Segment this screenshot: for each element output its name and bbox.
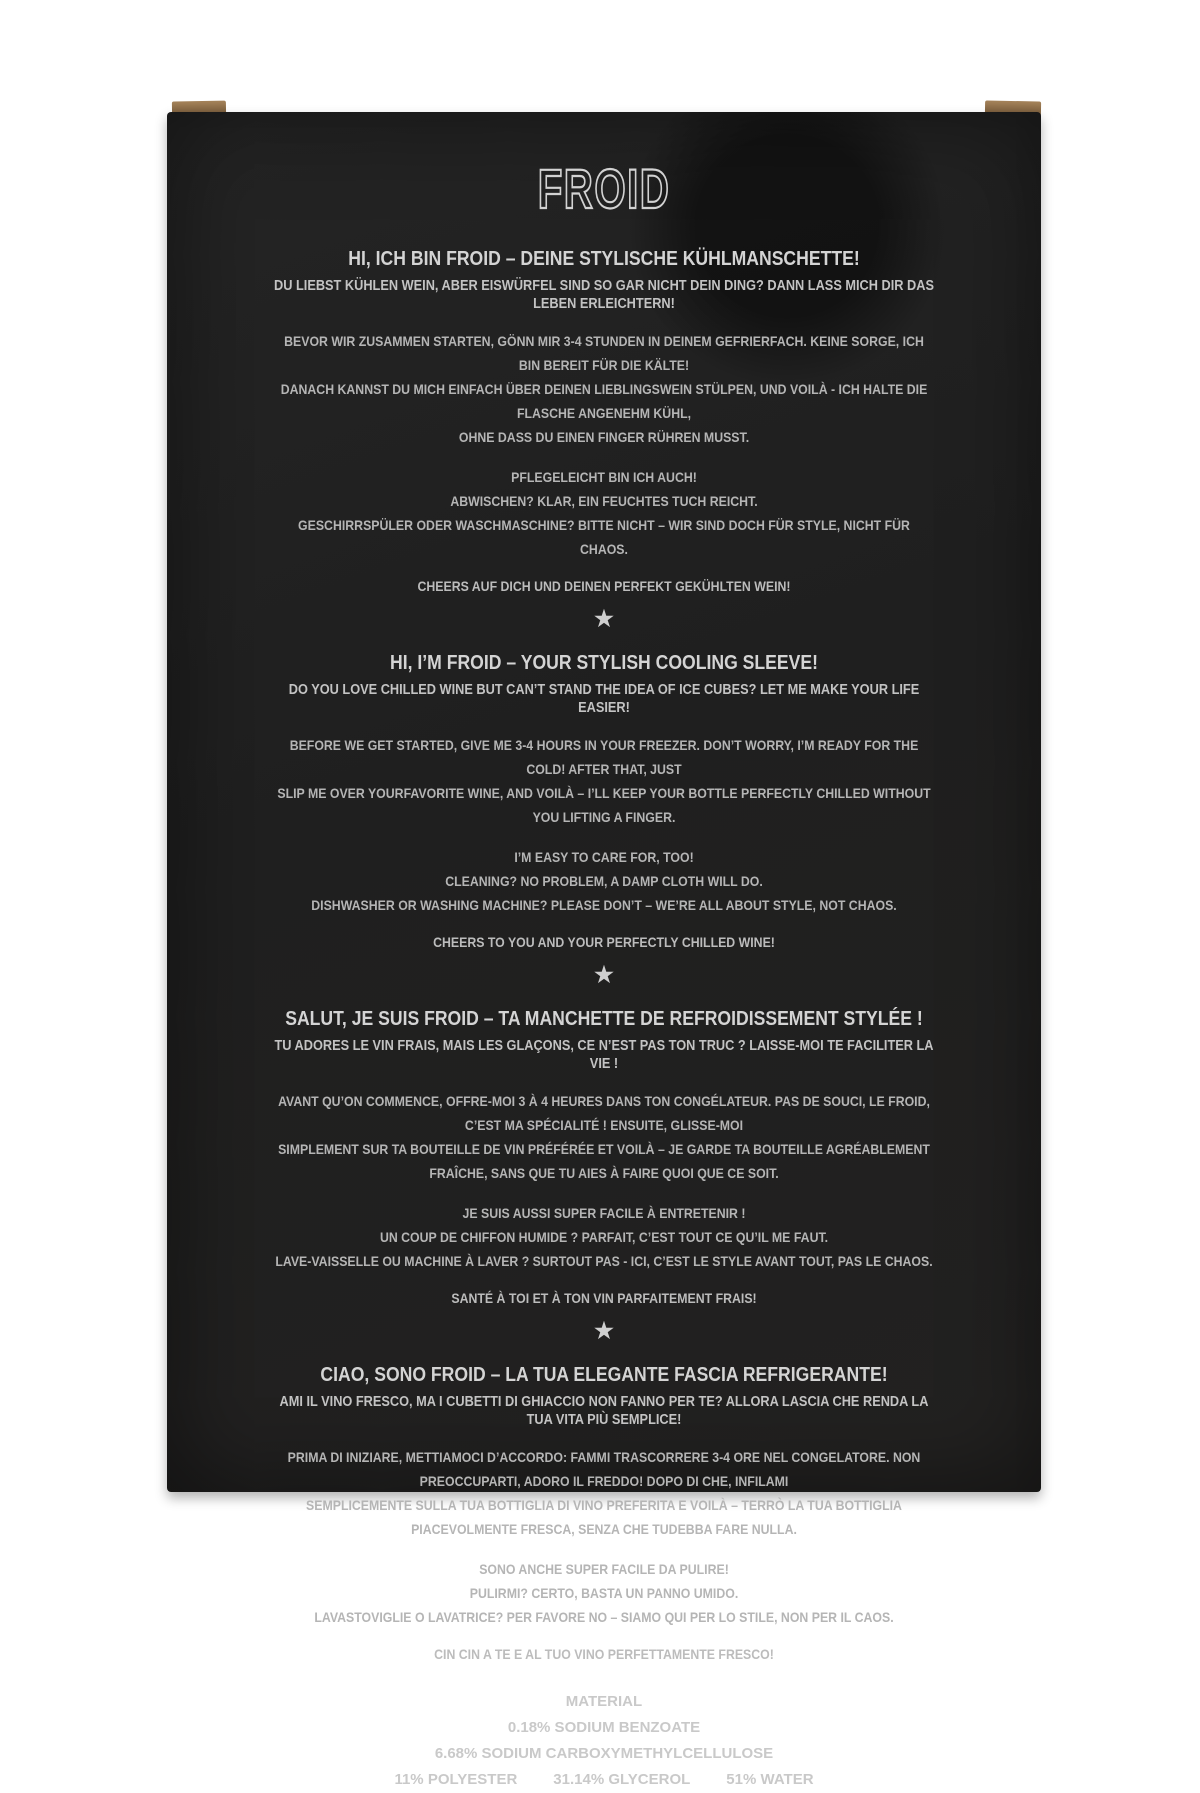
product-box-back-panel [167,112,1041,1788]
closing-line: CHEERS AUF DICH UND DEINEN PERFEKT GEKÜHLTEN WEIN! [417,578,791,594]
paragraph [229,1445,979,1541]
text-line: LAVE-VAISSELLE OU MACHINE À LAVER ? SURTOUT PAS - ICI, C’EST LE STYLE AVANT TOUT, PAS LE CHAOS. [275,1253,933,1269]
section-subheading: AMI IL VINO FRESCO, MA I CUBETTI DI GHIACCIO NON FANNO PER TE? ALLORA LASCIA CHE RENDA LA TUA VITA PIÙ SEMPLICE! [279,1394,929,1428]
section-subheading: TU ADORES LE VIN FRAIS, MAIS LES GLAÇONS, CE N’EST PAS TON TRUC ? LAISSE-MOI TE FACILITER LA VIE ! [274,1038,934,1072]
paragraph [229,1557,979,1629]
material-component: 51% WATER [726,1771,814,1788]
text-line: UN COUP DE CHIFFON HUMIDE ? PARFAIT, C’EST TOUT CE QU’IL ME FAUT. [379,1229,829,1245]
section-subheading: DU LIEBST KÜHLEN WEIN, ABER EISWÜRFEL SIND SO GAR NICHT DEIN DING? DANN LASS MICH DIR DAS LEBEN ERLEICHTERN! [274,278,934,312]
panel-content [167,112,1041,1793]
text-line: I’M EASY TO CARE FOR, TOO! [514,849,694,865]
text-line: AVANT QU’ON COMMENCE, OFFRE-MOI 3 À 4 HEURES DANS TON CONGÉLATEUR. PAS DE SOUCI, LE FROID, C’EST MA SPÉCIALITÉ ! ENSUITE, GLISSE-MOI [278,1093,930,1133]
material-component: 31.14% GLYCEROL [553,1771,691,1788]
section-heading: CIAO, SONO FROID – LA TUA ELEGANTE FASCIA REFRIGERANTE! [320,1364,888,1386]
material-title: MATERIAL [565,1693,643,1710]
paragraph [229,1201,979,1273]
star-separator: ★ [594,962,614,987]
section-italian [229,1363,979,1663]
text-line: DISHWASHER OR WASHING MACHINE? PLEASE DON’T – WE’RE ALL ABOUT STYLE, NOT CHAOS. [311,897,897,913]
text-line: GESCHIRRSPÜLER ODER WASCHMASCHINE? BITTE NICHT – WIR SIND DOCH FÜR STYLE, NICHT FÜR CHAOS. [298,517,910,557]
material-line: 0.18% SODIUM BENZOATE [507,1719,701,1736]
text-line: ABWISCHEN? KLAR, EIN FEUCHTES TUCH REICHT. [450,493,758,509]
paragraph [229,329,979,449]
material-section [229,1689,979,1793]
material-line: 6.68% SODIUM CARBOXYMETHYLCELLULOSE [434,1745,774,1762]
paragraph [229,733,979,829]
text-line: SIMPLEMENT SUR TA BOUTEILLE DE VIN PRÉFÉRÉE ET VOILÀ – JE GARDE TA BOUTEILLE AGRÉABLEMENT FRAÎCHE, SANS QUE TU AIES À FAIRE QUOI QUE CE SOIT. [278,1141,930,1181]
section-heading: SALUT, JE SUIS FROID – TA MANCHETTE DE REFROIDISSEMENT STYLÉE ! [285,1008,923,1030]
section-german [229,247,979,595]
section-heading: HI, I’M FROID – YOUR STYLISH COOLING SLEEVE! [389,652,818,674]
brand-logo-outline [404,156,804,222]
text-line: PFLEGELEICHT BIN ICH AUCH! [511,469,697,485]
star-separator: ★ [594,1318,614,1343]
text-line: PRIMA DI INIZIARE, METTIAMOCI D’ACCORDO: FAMMI TRASCORRERE 3-4 ORE NEL CONGELATORE. NON PREOCCUPARTI, ADORO IL FREDDO! DOPO DI CHE, INFILAMI [287,1449,921,1489]
text-line: OHNE DASS DU EINEN FINGER RÜHREN MUSST. [458,429,750,445]
svg-text:FROID: FROID [537,158,671,221]
text-line: CLEANING? NO PROBLEM, A DAMP CLOTH WILL DO. [445,873,763,889]
text-line: SEMPLICEMENTE SULLA TUA BOTTIGLIA DI VINO PREFERITA E VOILÀ – TERRÒ LA TUA BOTTIGLIA PIACEVOLMENTE FRESCA, SENZA CHE TUDEBBA FARE NULLA. [306,1497,902,1537]
material-composition-row [229,1767,979,1793]
text-line: BEFORE WE GET STARTED, GIVE ME 3-4 HOURS IN YOUR FREEZER. DON’T WORRY, I’M READY FOR THE COLD! AFTER THAT, JUST [289,737,919,777]
brand-logo [229,156,979,227]
star-separator: ★ [594,606,614,631]
closing-line: CIN CIN A TE E AL TUO VINO PERFETTAMENTE FRESCO! [434,1646,774,1662]
paragraph [229,1089,979,1185]
closing-line: SANTÉ À TOI ET À TON VIN PARFAITEMENT FRAIS! [451,1290,757,1306]
text-line: DANACH KANNST DU MICH EINFACH ÜBER DEINEN LIEBLINGSWEIN STÜLPEN, UND VOILÀ - ICH HALTE DIE FLASCHE ANGENEHM KÜHL, [280,381,928,421]
section-heading: HI, ICH BIN FROID – DEINE STYLISCHE KÜHLMANSCHETTE! [348,248,860,270]
section-english [229,651,979,951]
paragraph [229,465,979,561]
text-line: JE SUIS AUSSI SUPER FACILE À ENTRETENIR ! [462,1205,746,1221]
text-line: SONO ANCHE SUPER FACILE DA PULIRE! [479,1561,729,1577]
material-component: 11% POLYESTER [394,1771,518,1788]
text-line: SLIP ME OVER YOURFAVORITE WINE, AND VOILÀ – I’LL KEEP YOUR BOTTLE PERFECTLY CHILLED WITHOUT YOU LIFTING A FINGER. [277,785,931,825]
closing-line: CHEERS TO YOU AND YOUR PERFECTLY CHILLED WINE! [433,934,775,950]
paragraph [229,845,979,917]
text-line: LAVASTOVIGLIE O LAVATRICE? PER FAVORE NO – SIAMO QUI PER LO STILE, NON PER IL CAOS. [314,1609,894,1625]
text-line: BEVOR WIR ZUSAMMEN STARTEN, GÖNN MIR 3-4 STUNDEN IN DEINEM GEFRIERFACH. KEINE SORGE, ICH BIN BEREIT FÜR DIE KÄLTE! [284,333,924,373]
text-line: PULIRMI? CERTO, BASTA UN PANNO UMIDO. [469,1585,739,1601]
section-subheading: DO YOU LOVE CHILLED WINE BUT CAN’T STAND THE IDEA OF ICE CUBES? LET ME MAKE YOUR LIFE EASIER! [288,682,920,716]
section-french [229,1007,979,1307]
